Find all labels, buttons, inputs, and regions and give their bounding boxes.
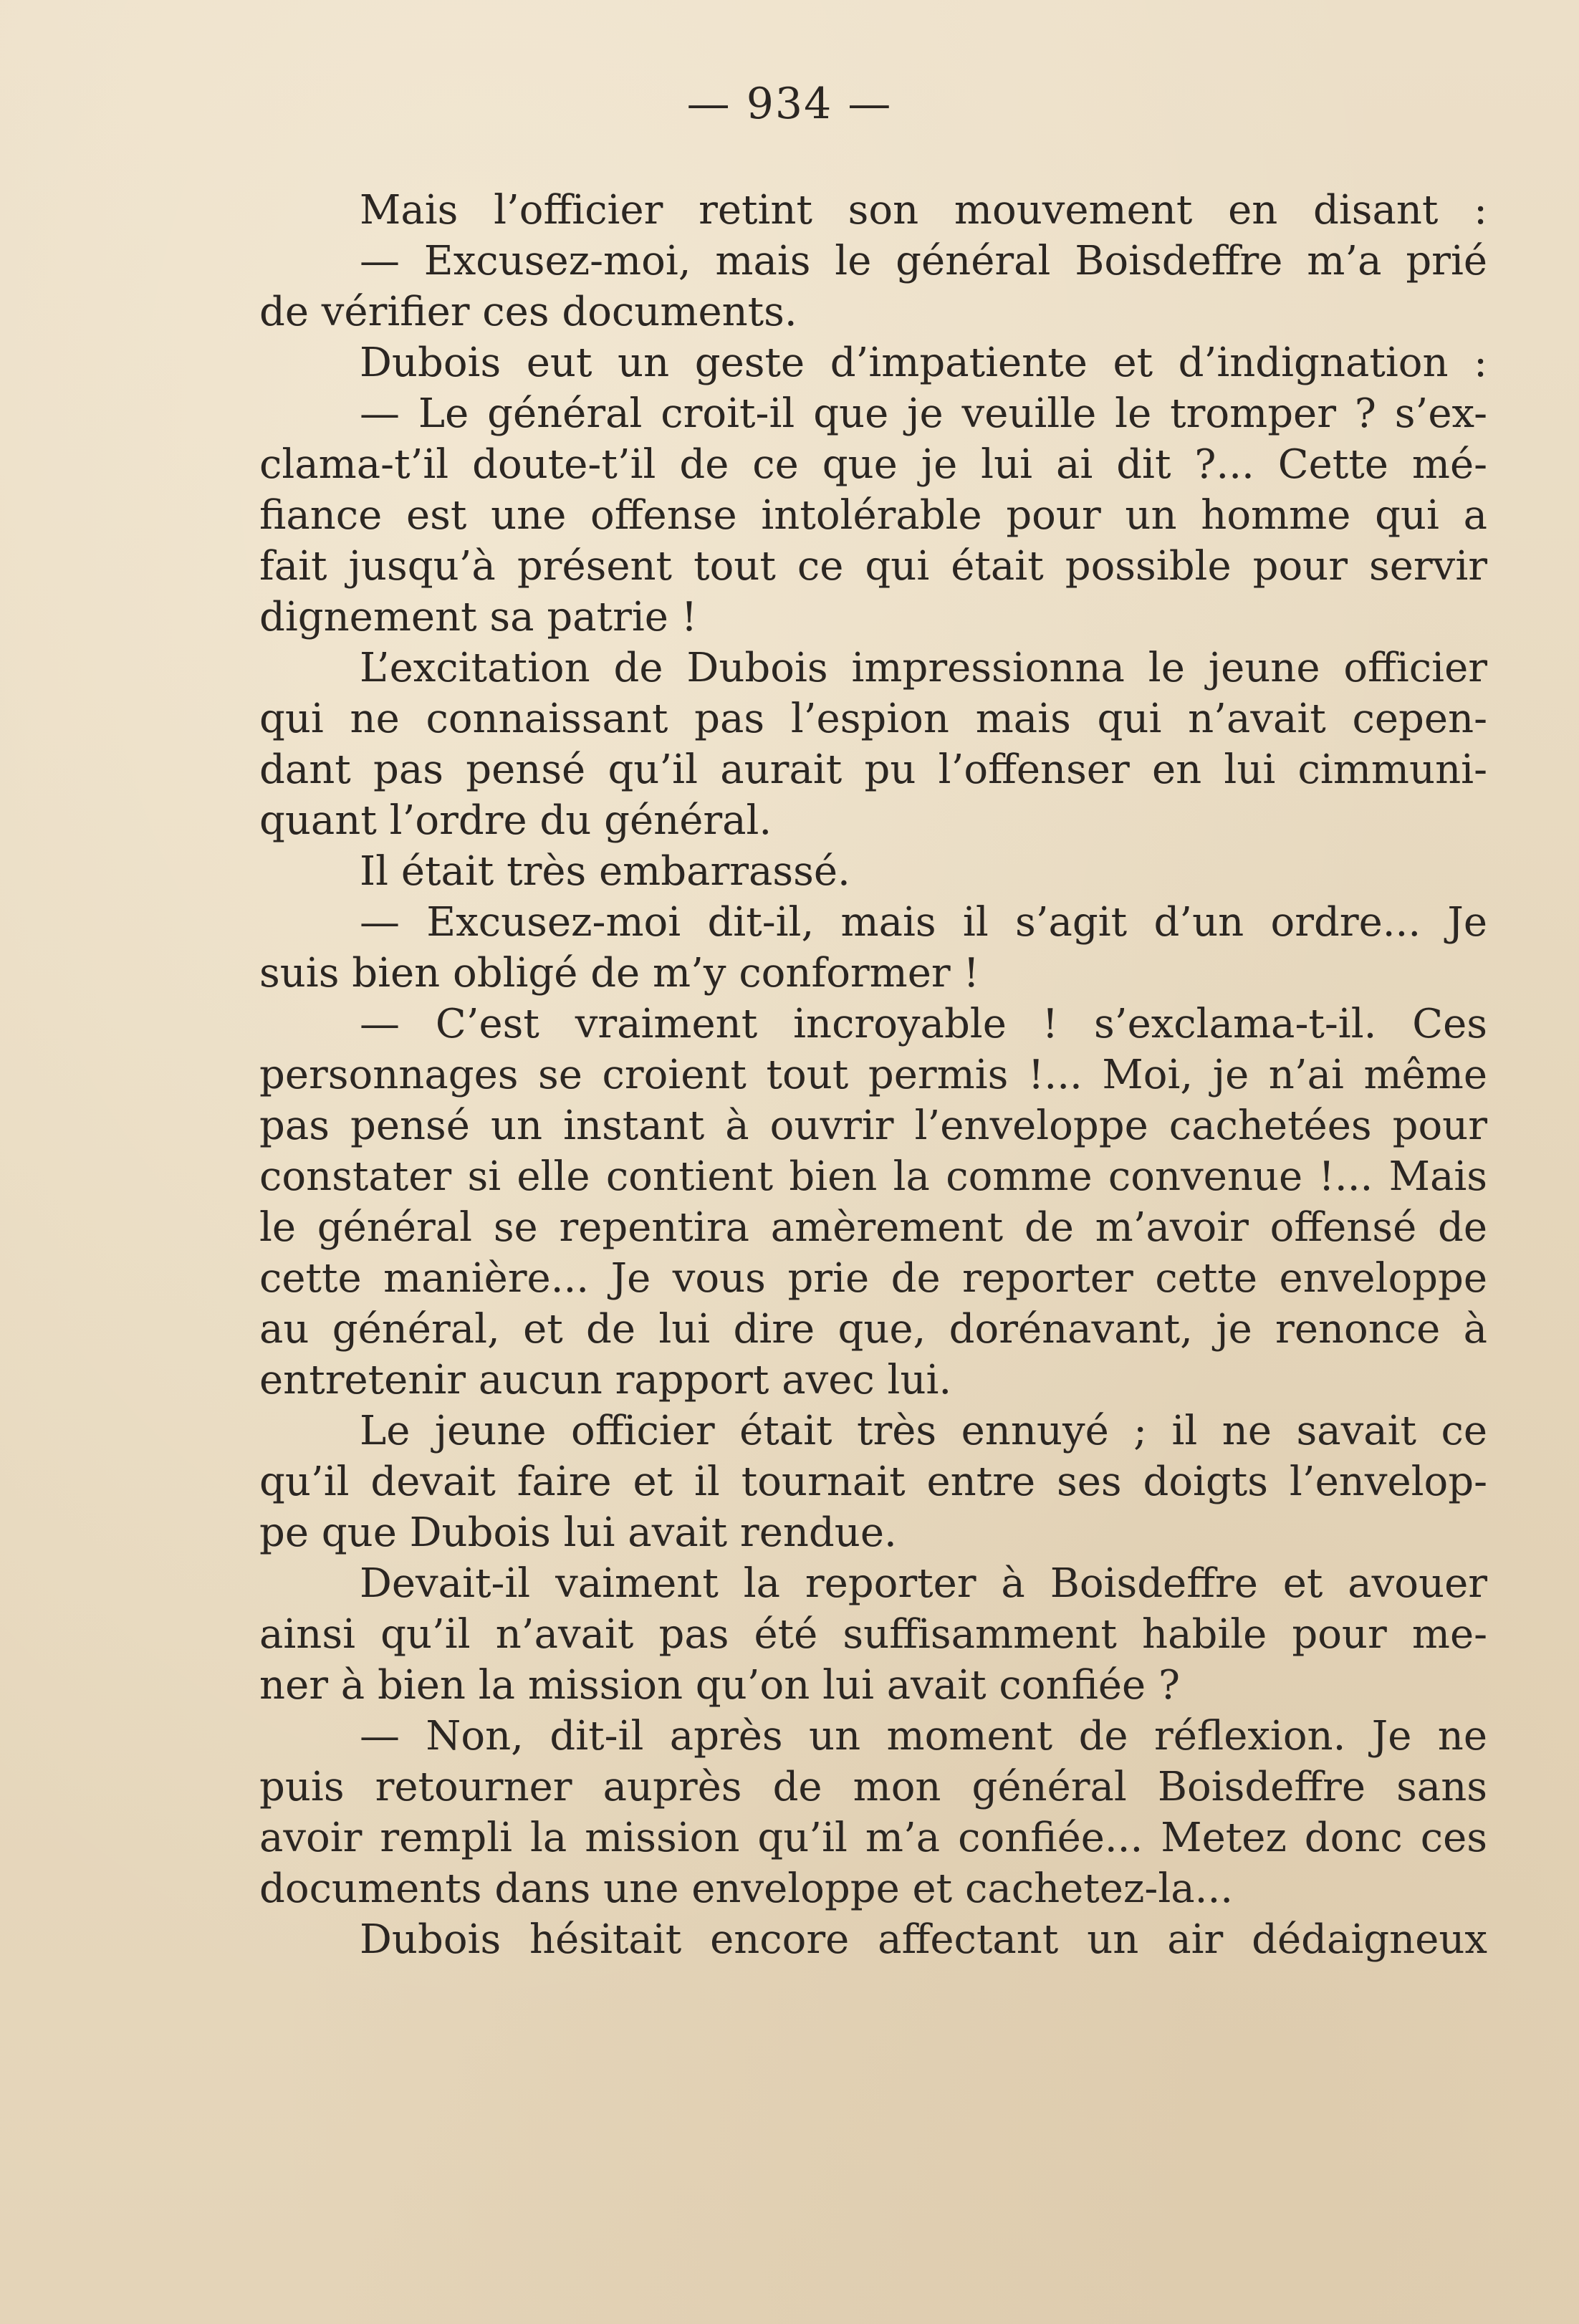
text-line: — Excusez-moi, mais le général Boisdeffre m’a prié [360,238,1487,284]
text-line: quant l’ordre du général. [259,797,772,844]
text-line: entretenir aucun rapport avec lui. [259,1357,952,1403]
text-line: fait jusqu’à présent tout ce qui était possible pour servir [259,543,1487,590]
text-line: constater si elle contient bien la comme convenue !... Mais [259,1153,1487,1200]
page-number: — 934 — [686,79,893,129]
text-line: — C’est vraiment incroyable ! s’exclama-t-il. Ces [360,1001,1487,1047]
text-line: suis bien obligé de m’y conformer ! [259,950,979,997]
text-line: cette manière... Je vous prie de reporter cette enveloppe [259,1255,1487,1302]
text-line: L’excitation de Dubois impressionna le jeune officier [360,645,1487,691]
text-line: personnages se croient tout permis !... Moi, je n’ai même [259,1052,1487,1098]
text-line: ner à bien la mission qu’on lui avait confiée ? [259,1662,1181,1709]
text-line: pe que Dubois lui avait rendue. [259,1509,897,1556]
text-line: pas pensé un instant à ouvrir l’enveloppe cachetées pour [259,1103,1487,1149]
text-line: Dubois hésitait encore affectant un air dédaigneux [360,1916,1487,1963]
text-line: — Non, dit-il après un moment de réflexion. Je ne [360,1713,1487,1759]
text-line: qui ne connaissant pas l’espion mais qui n’avait cepen- [259,696,1487,742]
text-line: de vérifier ces documents. [259,289,797,335]
body-text [259,185,1487,1965]
text-line: — Excusez-moi dit-il, mais il s’agit d’un ordre... Je [360,899,1487,946]
text-line: Dubois eut un geste d’impatiente et d’indignation : [360,340,1487,386]
text-line: au général, et de lui dire que, dorénavant, je renonce à [259,1306,1487,1353]
text-line: ainsi qu’il n’avait pas été suffisamment habile pour me- [259,1611,1487,1658]
text-line: qu’il devait faire et il tournait entre ses doigts l’envelop- [259,1459,1487,1505]
text-line: Devait-il vaiment la reporter à Boisdeffre et avouer [360,1560,1487,1607]
text-line: Mais l’officier retint son mouvement en disant : [360,187,1487,234]
text-line: le général se repentira amèrement de m’avoir offensé de [259,1204,1487,1251]
text-line: Il était très embarrassé. [360,848,850,895]
text-line: dignement sa patrie ! [259,594,698,640]
text-line: avoir rempli la mission qu’il m’a confiée... Metez donc ces [259,1815,1487,1861]
text-line: Le jeune officier était très ennuyé ; il ne savait ce [360,1408,1487,1454]
text-line: puis retourner auprès de mon général Boisdeffre sans [259,1764,1487,1810]
text-line: fiance est une offense intolérable pour un homme qui a [259,492,1487,539]
text-line: documents dans une enveloppe et cachetez-la... [259,1866,1234,1912]
text-line: — Le général croit-il que je veuille le tromper ? s’ex- [360,390,1487,437]
text-line: dant pas pensé qu’il aurait pu l’offenser en lui cimmuni- [259,746,1487,793]
text-line: clama-t’il doute-t’il de ce que je lui ai dit ?... Cette mé- [259,441,1487,488]
